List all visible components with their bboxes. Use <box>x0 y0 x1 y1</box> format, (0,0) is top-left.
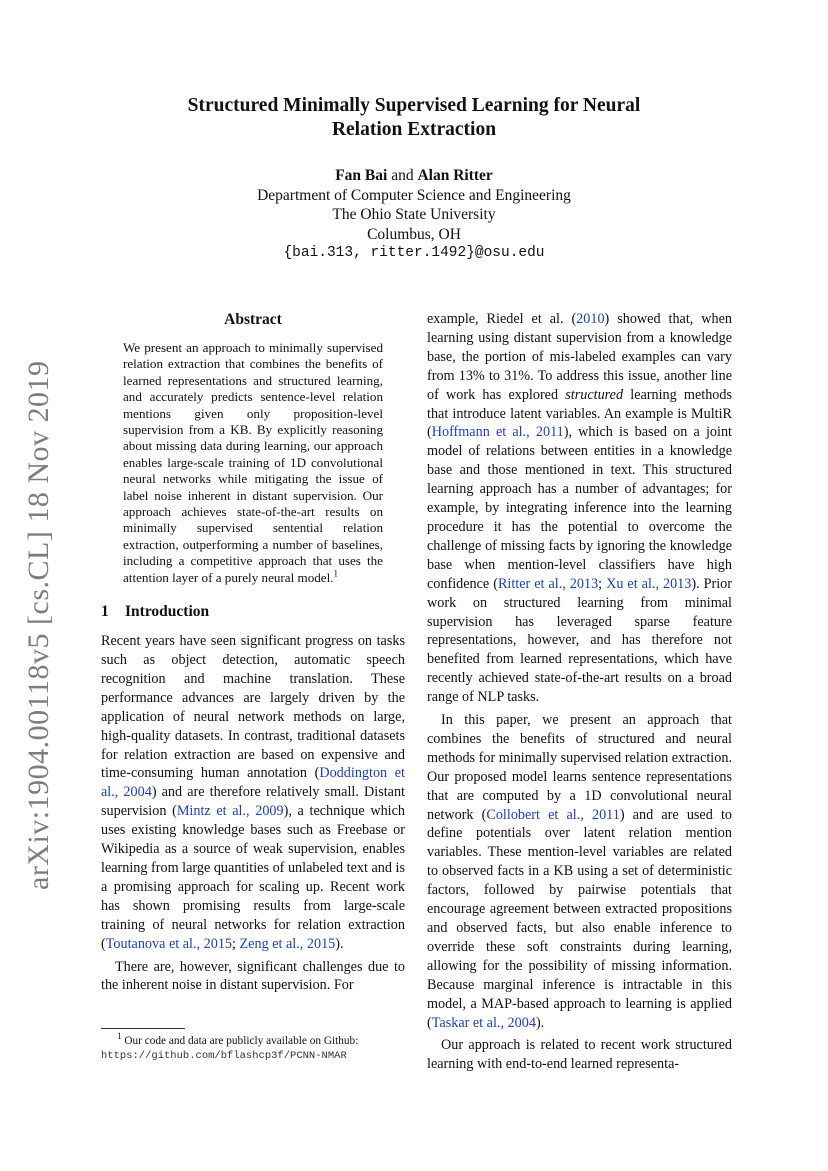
intro-paragraph-2: There are, however, significant challenges due to the inherent noise in distant supervision. For <box>101 958 405 994</box>
text-run: ). Prior work on structured learning from minimal supervision has leveraged sparse feature representations, however, and has therefore not benefited from learned representations, which have recently achieved state-of-the-art results on a broad range of NLP tasks. <box>427 575 732 706</box>
arxiv-stamp: arXiv:1904.00118v5 [cs.CL] 18 Nov 2019 <box>22 360 55 890</box>
citation-link[interactable]: Collobert et al., 2011 <box>486 806 620 823</box>
text-run: example, Riedel et al. ( <box>427 311 577 327</box>
section-number: 1 <box>101 603 109 621</box>
abstract-heading: Abstract <box>224 311 282 328</box>
text-run: ; <box>598 575 607 592</box>
affiliation-city: Columbus, OH <box>367 225 461 243</box>
footnote <box>101 1031 411 1063</box>
emphasis: structured <box>565 386 624 403</box>
citation-link[interactable]: Ritter et al., 2013 <box>497 575 599 592</box>
text-run: In this paper, we present an approach that combines the benefits of structured and neural methods for minimally supervised relation extraction. Our proposed model learns sentence representations that are computed by a 1D convolutional neural network ( <box>427 712 732 823</box>
intro-paragraph-4 <box>427 711 732 1032</box>
abstract-body: We present an approach to minimally supervised relation extraction that combines the benefits of learned representations and structured learning, and accurately predicts sentence-level relation mentions given only proposition-level supervision from a KB. By explicitly reasoning about missing data during learning, our approach enables large-scale training of 1D convolutional neural networks while mitigating the issue of label noise inherent in distant supervision. Our approach achieves state-of-the-art results on minimally supervised sentential relation extraction, outperforming a number of baselines, including a competitive approach that uses the attention layer of a purely neural model. <box>123 340 383 585</box>
citation-link[interactable]: Xu et al., 2013 <box>606 575 692 592</box>
text-run: learning methods that introduce latent variables. An example is MultiR ( <box>427 386 732 441</box>
footnote-divider <box>101 1028 185 1029</box>
affiliation-dept: Department of Computer Science and Engineering <box>257 186 571 204</box>
right-column <box>427 310 732 1074</box>
intro-paragraph-3 <box>427 310 732 707</box>
text-run: ). <box>335 935 344 952</box>
abstract-text <box>123 340 383 586</box>
citation-link[interactable]: Toutanova et al., 2015 <box>105 935 233 952</box>
citation-link[interactable]: Mintz et al., 2009 <box>176 803 284 820</box>
citation-link[interactable]: Zeng et al., 2015 <box>239 935 336 952</box>
affiliation-univ: The Ohio State University <box>332 206 496 223</box>
footnote-mark: 1 <box>117 1031 122 1042</box>
title-line-1: Structured Minimally Supervised Learning for Neural <box>187 95 641 116</box>
author-email: {bai.313, ritter.1492}@osu.edu <box>283 245 545 261</box>
footnote-ref[interactable]: 1 <box>333 568 339 579</box>
author-conjunction: and <box>387 167 418 184</box>
footnote-body <box>101 1031 411 1048</box>
citation-link[interactable]: Doddington et al., 2004 <box>101 765 406 801</box>
citation-link[interactable]: Taskar et al., 2004 <box>431 1014 536 1031</box>
footnote-url-link[interactable]: https://github.com/bflashcp3f/PCNN-NMAR <box>101 1050 347 1062</box>
text-run: ), which is based on a joint model of relations between entities in a knowledge base and those mentioned in text. This structured learning approach has a number of advantages; for example, by integrating inference into the learning procedure it has the potential to overcome the challenge of missing facts by ignoring the knowledge base when mention-level classifiers have high confidence ( <box>427 424 732 592</box>
text-run: ). <box>535 1014 545 1031</box>
intro-paragraph-1 <box>101 632 405 953</box>
author-1: Fan Bai <box>335 167 388 184</box>
text-run: ) and are therefore relatively small. Distant supervision ( <box>101 784 405 820</box>
text-run: ) and are used to define potentials over latent relation mention variables. These mention-level variables are related to observed facts in a KB using a set of deterministic factors, followed by pairwise potentials that encourage agreement between extracted propositions and observed facts, but also enable inference to override these soft constraints during learning, allowing for the possibility of missing information. Because marginal inference is intractable in this model, a MAP-based approach to learning is applied ( <box>427 806 733 1031</box>
citation-link[interactable]: 2010 <box>576 311 605 327</box>
footnote-text: Our code and data are publicly available on Github: <box>124 1035 359 1047</box>
title-line-2: Relation Extraction <box>331 119 497 140</box>
text-run: Recent years have seen significant progress on tasks such as object detection, automatic speech recognition and machine translation. These performance advances are largely driven by the application of neural network methods on large, high-quality datasets. In contrast, traditional datasets for relation extraction are based on expensive and time-consuming human annotation ( <box>101 633 405 782</box>
text-run: ; <box>232 935 240 952</box>
section-title: Introduction <box>125 603 210 621</box>
text-run: ), a technique which uses existing knowledge bases such as Freebase or Wikipedia as a source of weak supervision, enables learning from large quantities of unlabeled text and is a promising approach for scaling up. Recent work has shown promising results from large-scale training of neural networks for relation extraction ( <box>101 803 405 952</box>
intro-paragraph-5: Our approach is related to recent work structured learning with end-to-end learned representa- <box>427 1037 732 1073</box>
author-block <box>0 166 828 264</box>
paper-title <box>0 94 828 142</box>
author-names <box>0 166 828 186</box>
text-run: ) showed that, when learning using distant supervision from a knowledge base, the portion of mis-labeled examples can vary from 13% to 31%. To address this issue, another line of work has explored <box>427 311 733 403</box>
left-column <box>101 310 405 995</box>
author-2: Alan Ritter <box>417 167 493 184</box>
section-heading <box>101 602 405 622</box>
citation-link[interactable]: Hoffmann et al., 2011 <box>431 424 564 441</box>
